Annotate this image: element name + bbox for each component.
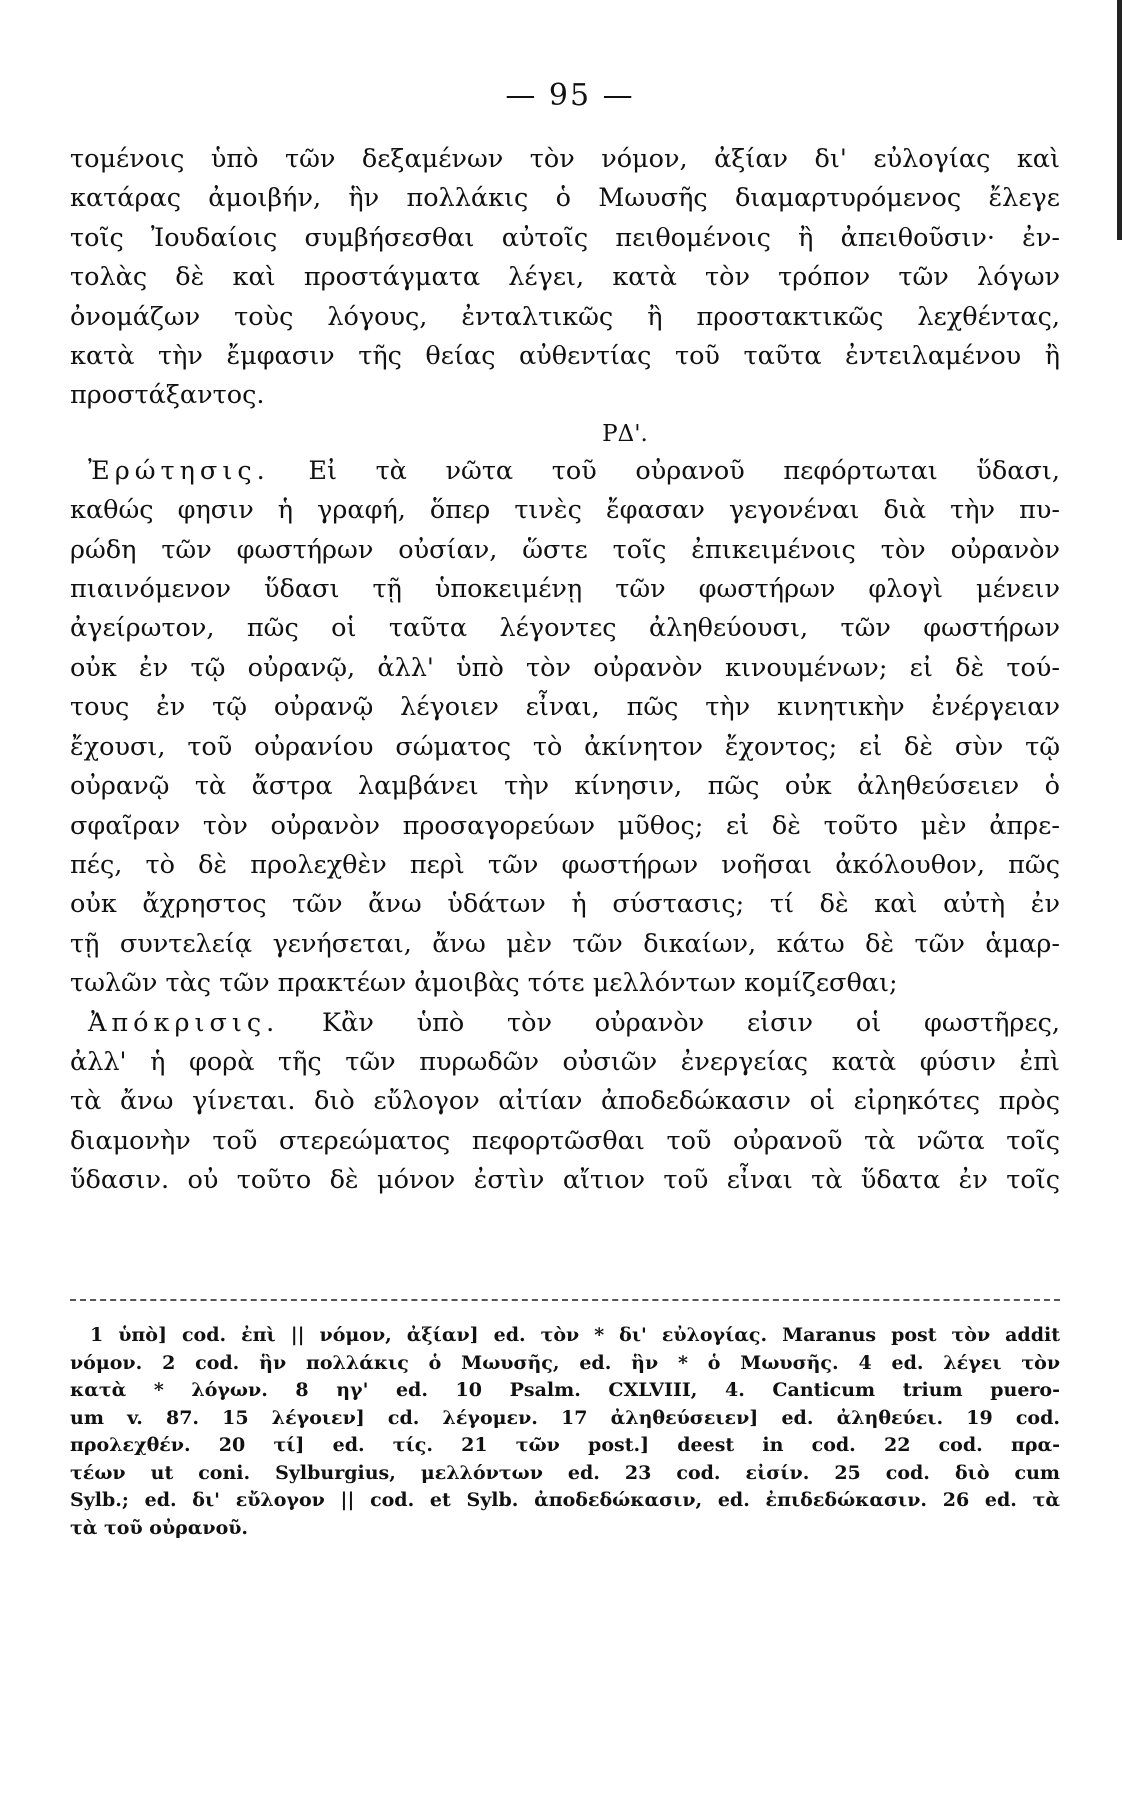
answer-text: Κἂν ὑπὸ τὸν οὐρανὸν εἰσιν οἱ φωστῆρες,: [322, 1007, 1061, 1038]
question-label: Ἐρώτησις.: [88, 455, 270, 486]
text-line: τὰ ἄνω γίνεται. διὸ εὔλογον αἰτίαν ἀποδεδώκασιν οἱ εἰρηκότες πρὸς: [70, 1086, 1060, 1117]
text-line: τους ἐν τῷ οὐρανῷ λέγοιεν εἶναι, πῶς τὴν κινητικὴν ἐνέργειαν: [70, 692, 1060, 723]
text-line: ὀνομάζων τοὺς λόγους, ἐνταλτικῶς ἢ προστακτικῶς λεχθέντας,: [70, 301, 1060, 332]
section-mark: ΡΔ'.: [602, 420, 648, 447]
footnote-line: κατὰ * λόγων. 8 ηγ' ed. 10 Psalm. CXLVIII, 4. Canticum trium puero-: [70, 1379, 1060, 1401]
text-line: σφαῖραν τὸν οὐρανὸν προσαγορεύων μῦθος; εἰ δὲ τοῦτο μὲν ἀπρε-: [70, 810, 1060, 841]
question-first-line: [70, 452, 1060, 491]
text-line: ἀγείρωτον, πῶς οἱ ταῦτα λέγοντες ἀληθεύουσι, τῶν φωστήρων: [70, 613, 1060, 644]
footnote-line: um v. 87. 15 λέγοιεν] cd. λέγομεν. 17 ἀληθεύσειεν] ed. ἀληθεύει. 19 cod.: [70, 1406, 1060, 1429]
text-line: καθώς φησιν ἡ γραφή, ὅπερ τινὲς ἔφασαν γεγονέναι διὰ τὴν πυ-: [70, 495, 1060, 526]
footnote-line: τὰ τοῦ οὐρανοῦ.: [70, 1516, 249, 1539]
text-line: τοῖς Ἰουδαίοις συμβήσεσθαι αὐτοῖς πειθομένοις ἢ ἀπειθοῦσιν· ἐν-: [70, 222, 1060, 253]
text-line: διαμονὴν τοῦ στερεώματος πεφορτῶσθαι τοῦ οὐρανοῦ τὰ νῶτα τοῖς: [70, 1125, 1060, 1156]
text-line: οὐκ ἄχρηστος τῶν ἄνω ὑδάτων ἡ σύστασις; τί δὲ καὶ αὐτὴ ἐν: [70, 889, 1060, 920]
page-number: — 95 —: [505, 78, 635, 113]
text-line: οὐκ ἐν τῷ οὐρανῷ, ἀλλ' ὑπὸ τὸν οὐρανὸν κινουμένων; εἰ δὲ τού-: [70, 652, 1060, 683]
answer-label: Ἀπόκρισις.: [88, 1007, 280, 1038]
footnote-line: προλεχθέν. 20 τί] ed. τίς. 21 τῶν post.] deest in cod. 22 cod. πρα-: [70, 1434, 1060, 1456]
answer-first-line: [70, 1004, 1060, 1043]
text-line: τομένοις ὑπὸ τῶν δεξαμένων τὸν νόμον, ἀξίαν δι' εὐλογίας καὶ: [70, 144, 1060, 174]
text-line: οὐρανῷ τὰ ἄστρα λαμβάνει τὴν κίνησιν, πῶς οὐκ ἀληθεύσειεν ὁ: [70, 771, 1060, 802]
text-line: ἀλλ' ἡ φορὰ τῆς τῶν πυρωδῶν οὐσιῶν ἐνεργείας κατὰ φύσιν ἐπὶ: [70, 1046, 1060, 1077]
footnote-line: τέων ut coni. Sylburgius, μελλόντων ed. 23 cod. εἰσίν. 25 cod. διὸ cum: [70, 1461, 1060, 1484]
text-line: τολὰς δὲ καὶ προστάγματα λέγει, κατὰ τὸν τρόπον τῶν λόγων: [70, 262, 1060, 293]
text-line: τωλῶν τὰς τῶν πρακτέων ἀμοιβὰς τότε μελλόντων κομίζεσθαι;: [70, 968, 898, 999]
footnote-line: 1 ὑπὸ] cod. ἐπὶ || νόμον, ἀξίαν] ed. τὸν * δι' εὐλογίας. Maranus post τὸν addit: [90, 1324, 1060, 1346]
footnote-line: Sylb.; ed. δι' εὔλογον || cod. et Sylb. ἀποδεδώκασιν, ed. ἐπιδεδώκασιν. 26 ed. τὰ: [70, 1489, 1060, 1511]
footnote-divider: [70, 1299, 1060, 1301]
text-line: ἔχουσι, τοῦ οὐρανίου σώματος τὸ ἀκίνητον ἔχοντος; εἰ δὲ σὺν τῷ: [70, 731, 1060, 762]
text-line: πιαινόμενον ὕδασι τῇ ὑποκειμένῃ τῶν φωστήρων φλογὶ μένειν: [70, 574, 1060, 605]
question-text: Εἰ τὰ νῶτα τοῦ οὐρανοῦ πεφόρτωται ὕδασι,: [308, 455, 1060, 486]
footnotes: [70, 1322, 1060, 1542]
text-line: κατάρας ἀμοιβήν, ἣν πολλάκις ὁ Μωυσῆς διαμαρτυρόμενος ἔλεγε: [70, 183, 1060, 214]
text-line: ὕδασιν. οὐ τοῦτο δὲ μόνον ἐστὶν αἴτιον τοῦ εἶναι τὰ ὕδατα ἐν τοῖς: [70, 1165, 1060, 1196]
footnote-line: νόμον. 2 cod. ἣν πολλάκις ὁ Μωυσῆς, ed. ἣν * ὁ Μωυσῆς. 4 ed. λέγει τὸν: [70, 1351, 1060, 1374]
text-line: πές, τὸ δὲ προλεχθὲν περὶ τῶν φωστήρων νοῆσαι ἀκόλουθον, πῶς: [70, 849, 1060, 880]
text-line: τῇ συντελείᾳ γενήσεται, ἄνω μὲν τῶν δικαίων, κάτω δὲ τῶν ἁμαρ-: [70, 928, 1060, 959]
text-line: κατὰ τὴν ἔμφασιν τῆς θείας αὐθεντίας τοῦ ταῦτα ἐντειλαμένου ἢ: [70, 341, 1060, 372]
scan-edge-line: [1117, 0, 1122, 240]
main-text: [70, 140, 1060, 1201]
text-line: ρώδη τῶν φωστήρων οὐσίαν, ὥστε τοῖς ἐπικειμένοις τὸν οὐρανὸν: [70, 534, 1060, 565]
text-line: προστάξαντος.: [70, 380, 265, 411]
